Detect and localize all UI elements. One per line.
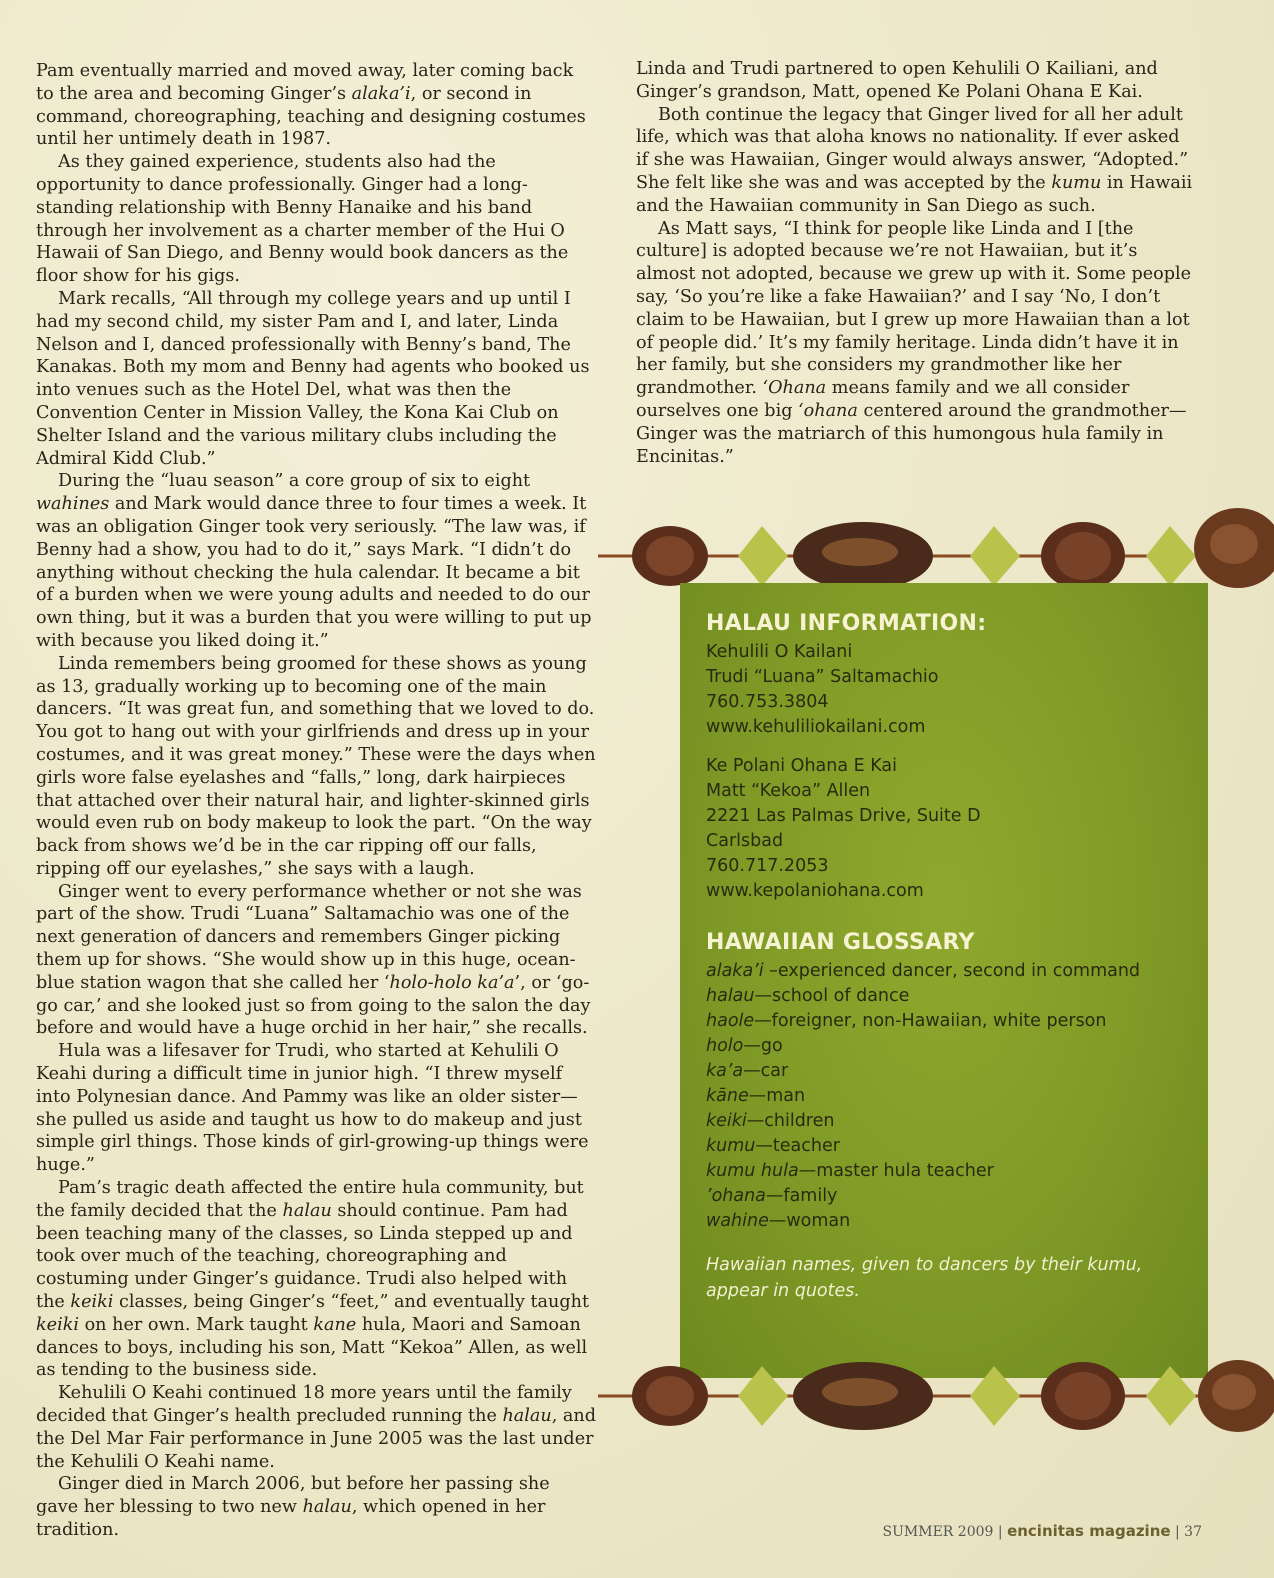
glossary-definition: —woman [768, 1211, 851, 1231]
glossary-term: kāne [706, 1086, 749, 1106]
glossary-entry [706, 1109, 1208, 1134]
right-column-paragraph: Both continue the legacy that Ginger lived for all her adult life, which was that aloha knows no nationality. If ever asked if she was Hawaiian, Ginger would always answer, “Adopted.” She felt like she was and was accepted by the kumu in Hawaii and the Hawaiian community in San Diego as such. [636, 104, 1193, 216]
halau2-phone: 760.717.2053 [706, 856, 829, 876]
halau2-website: www.kepolaniohana.com [706, 881, 924, 901]
left-column-paragraph: Ginger died in March 2006, but before her passing she gave her blessing to two new halau, which opened in her tradition. [36, 1474, 550, 1540]
glossary-entry [706, 1209, 1208, 1234]
halau2-address: 2221 Las Palmas Drive, Suite D [706, 806, 981, 826]
glossary-term: halau [706, 986, 755, 1006]
glossary-term: ’ohana [706, 1186, 766, 1206]
glossary-entry [706, 1034, 1208, 1059]
halau-info-sidebar [680, 583, 1208, 1378]
halau1-phone: 760.753.3804 [706, 692, 829, 712]
glossary-note: Hawaiian names, given to dancers by their kumu, appear in quotes. [706, 1255, 1143, 1301]
glossary-definition: —master hula teacher [798, 1161, 994, 1181]
glossary-term: keiki [706, 1111, 747, 1131]
glossary-entry [706, 1134, 1208, 1159]
right-column-paragraph: Linda and Trudi partnered to open Kehulili O Kailiani, and Ginger’s grandson, Matt, opened Ke Polani Ohana E Kai. [636, 59, 1158, 102]
glossary-term: kumu [706, 1136, 756, 1156]
halau1-contact: Trudi “Luana” Saltamachio [706, 667, 939, 687]
halau2-name: Ke Polani Ohana E Kai [706, 756, 898, 776]
glossary-definition: —foreigner, non-Hawaiian, white person [754, 1011, 1107, 1031]
glossary-heading: HAWAIIAN GLOSSARY [706, 930, 975, 955]
glossary-list [706, 959, 1208, 1234]
left-column-paragraph: Mark recalls, “All through my college years and up until I had my second child, my sister Pam and I, and later, Linda Nelson and I, danced professionally with Benny’s band, The Kanakas. Both my mom and Benny had agents who booked us into venues such as the Hotel Del, what was then the Convention Center in Mission Valley, the Kona Kai Club on Shelter Island and the various military clubs including the Admiral Kidd Club.” [36, 288, 590, 469]
glossary-definition: —go [743, 1036, 783, 1056]
left-column-paragraph: As they gained experience, students also had the opportunity to dance professionally. Ginger had a long-standing relationship with Benny Hanaike and his band through her involvement as a charter member of the Hui O Hawaii of San Diego, and Benny would book dancers as the floor show for his gigs. [36, 152, 569, 287]
page-footer: SUMMER 2009 | encinitas magazine | 37 [882, 1522, 1202, 1540]
halau2-contact: Matt “Kekoa” Allen [706, 781, 871, 801]
footer-page-number: 37 [1184, 1524, 1202, 1540]
glossary-definition: —school of dance [754, 986, 910, 1006]
right-column-paragraph: As Matt says, “I think for people like Linda and I [the culture] is adopted because we’re not Hawaiian, but it’s almost not adopted, because we grew up with it. Some people say, ‘So you’re like a fake Hawaiian?’ and I say ‘No, I don’t claim to be Hawaiian, but I grew up more Hawaiian than a lot of people did.’ It’s my family heritage. Linda didn’t have it in her family, but she considers my grandmother like her grandmother. ‘Ohana means family and we all consider ourselves one big ‘ohana centered around the grandmother—Ginger was the matriarch of this humongous hula family in Encinitas.” [636, 218, 1192, 467]
glossary-entry [706, 984, 1208, 1009]
glossary-definition: —teacher [755, 1136, 840, 1156]
glossary-term: ka’a [706, 1061, 744, 1081]
bead-strand-bottom-graphic [598, 1348, 1274, 1448]
glossary-entry [706, 1009, 1208, 1034]
glossary-term: holo [706, 1036, 744, 1056]
glossary-term: alaka’i [706, 961, 764, 981]
halau-info-heading: HALAU INFORMATION: [706, 611, 987, 636]
footer-magazine-name: encinitas magazine [1007, 1522, 1171, 1540]
glossary-definition: –experienced dancer, second in command [763, 961, 1141, 981]
left-column-paragraph: Hula was a lifesaver for Trudi, who started at Kehulili O Keahi during a difficult time in junior high. “I threw myself into Polynesian dance. And Pammy was like an older sister—she pulled us aside and taught us how to do makeup and just simple girl things. Those kinds of girl-growing-up things were huge.” [36, 1041, 589, 1176]
glossary-definition: —car [743, 1061, 789, 1081]
left-column-paragraph: Pam’s tragic death affected the entire hula community, but the family decided that the halau should continue. Pam had been teaching many of the classes, so Linda stepped up and took over much of the teaching, choreographing and costuming under Ginger’s guidance. Trudi also helped with the keiki classes, being Ginger’s “feet,” and eventually taught keiki on her own. Mark taught kane hula, Maori and Samoan dances to boys, including his son, Matt “Kekoa” Allen, as well as tending to the business side. [36, 1178, 590, 1381]
glossary-entry [706, 1084, 1208, 1109]
glossary-definition: —family [765, 1186, 838, 1206]
glossary-term: kumu hula [706, 1161, 799, 1181]
glossary-entry [706, 1159, 1208, 1184]
halau1-name: Kehulili O Kailani [706, 642, 853, 662]
glossary-term: wahine [706, 1211, 769, 1231]
left-column-paragraph: Linda remembers being groomed for these shows as young as 13, gradually working up to becoming one of the main dancers. “It was great fun, and something that we loved to do. You got to hang out with your girlfriends and dress up in your costumes, and it was great money.” These were the days when girls wore false eyelashes and “falls,” long, dark hairpieces that attached over their natural hair, and lighter-skinned girls would even rub on body makeup to look the part. “On the way back from shows we’d be in the car ripping off our falls, ripping off our eyelashes,” she says with a laugh. [36, 653, 596, 879]
glossary-definition: —children [746, 1111, 835, 1131]
bead-strand-bottom [598, 1348, 1274, 1448]
left-column-paragraph: Pam eventually married and moved away, later coming back to the area and becoming Ginger’s alaka’i, or second in command, choreographing, teaching and designing costumes until her untimely death in 1987. [36, 61, 586, 150]
left-column-paragraph: During the “luau season” a core group of six to eight wahines and Mark would dance three to four times a week. It was an obligation Ginger took very seriously. “The law was, if Benny had a show, you had to do it,” says Mark. “I didn’t do anything without checking the hula calendar. It became a bit of a burden when we were young adults and needed to do our own thing, but it was a burden that you were willing to put up with because you liked doing it.” [36, 471, 592, 651]
article-column-right [636, 58, 1196, 468]
footer-issue: SUMMER 2009 [882, 1524, 994, 1540]
glossary-entry [706, 1059, 1208, 1084]
article-column-left [36, 60, 596, 1542]
glossary-entry [706, 1184, 1208, 1209]
left-column-paragraph: Ginger went to every performance whether or not she was part of the show. Trudi “Luana” Saltamachio was one of the next generation of dancers and remembers Ginger picking them up for shows. “She would show up in this huge, ocean-blue station wagon that she called her ‘holo-holo ka’a’, or ‘go-go car,’ and she looked just so from going to the salon the day before and would have a huge orchid in her hair,” she recalls. [36, 881, 591, 1039]
halau2-city: Carlsbad [706, 831, 784, 851]
glossary-term: haole [706, 1011, 755, 1031]
glossary-definition: —man [748, 1086, 806, 1106]
glossary-entry [706, 959, 1208, 984]
left-column-paragraph: Kehulili O Keahi continued 18 more years until the family decided that Ginger’s health precluded running the halau, and the Del Mar Fair performance in June 2005 was the last under the Kehulili O Keahi name. [36, 1383, 597, 1472]
halau1-website: www.kehuliliokailani.com [706, 717, 926, 737]
